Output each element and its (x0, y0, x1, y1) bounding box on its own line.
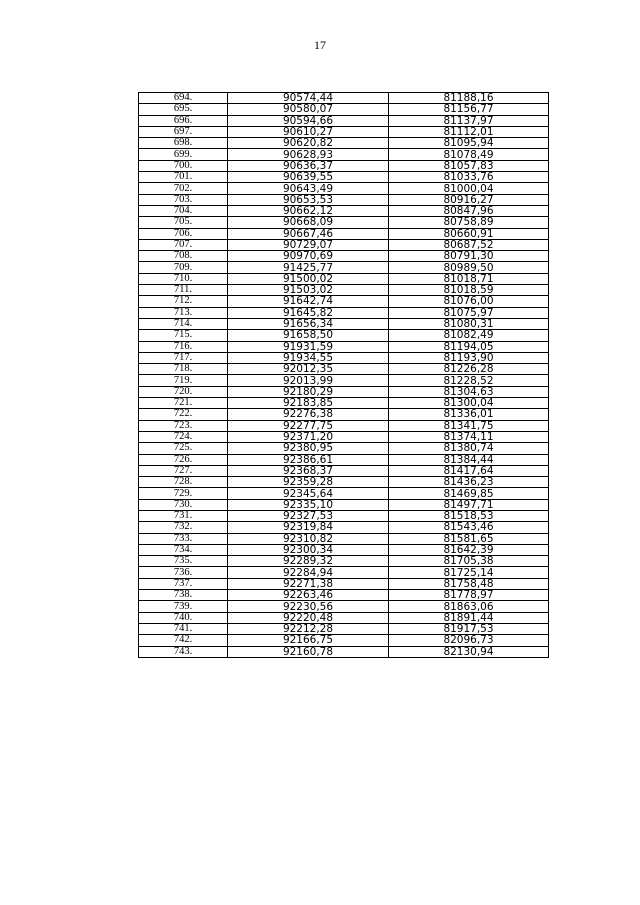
point-number-cell: 739. (139, 601, 228, 612)
point-number-cell: 737. (139, 578, 228, 589)
point-number-cell: 699. (139, 149, 228, 160)
y-coordinate-cell: 80687,52 (389, 239, 549, 250)
point-number-cell: 715. (139, 330, 228, 341)
point-number-cell: 698. (139, 138, 228, 149)
y-coordinate-cell: 80847,96 (389, 205, 549, 216)
table-row (139, 477, 549, 488)
x-coordinate-cell: 90667,46 (228, 228, 389, 239)
table-row (139, 499, 549, 510)
point-number-cell: 701. (139, 172, 228, 183)
y-coordinate-cell: 80989,50 (389, 262, 549, 273)
x-coordinate-cell: 91656,34 (228, 318, 389, 329)
point-number-cell: 726. (139, 454, 228, 465)
x-coordinate-cell: 90594,66 (228, 115, 389, 126)
point-number-cell: 732. (139, 522, 228, 533)
point-number-cell: 731. (139, 510, 228, 521)
table-row (139, 510, 549, 521)
point-number-cell: 729. (139, 488, 228, 499)
table-row (139, 93, 549, 104)
x-coordinate-cell: 90662,12 (228, 205, 389, 216)
table-row (139, 488, 549, 499)
point-number-cell: 712. (139, 296, 228, 307)
y-coordinate-cell: 81075,97 (389, 307, 549, 318)
point-number-cell: 700. (139, 160, 228, 171)
y-coordinate-cell: 81758,48 (389, 578, 549, 589)
table-row (139, 431, 549, 442)
x-coordinate-cell: 91503,02 (228, 285, 389, 296)
point-number-cell: 727. (139, 465, 228, 476)
table-row (139, 149, 549, 160)
y-coordinate-cell: 81156,77 (389, 104, 549, 115)
point-number-cell: 707. (139, 239, 228, 250)
y-coordinate-cell: 81018,59 (389, 285, 549, 296)
table-row (139, 646, 549, 657)
x-coordinate-cell: 90620,82 (228, 138, 389, 149)
x-coordinate-cell: 92359,28 (228, 477, 389, 488)
y-coordinate-cell: 81033,76 (389, 172, 549, 183)
y-coordinate-cell: 81581,65 (389, 533, 549, 544)
x-coordinate-cell: 91425,77 (228, 262, 389, 273)
coordinates-table (138, 92, 549, 658)
y-coordinate-cell: 80791,30 (389, 251, 549, 262)
x-coordinate-cell: 92319,84 (228, 522, 389, 533)
x-coordinate-cell: 90729,07 (228, 239, 389, 250)
x-coordinate-cell: 92277,75 (228, 420, 389, 431)
table-row (139, 567, 549, 578)
y-coordinate-cell: 81018,71 (389, 273, 549, 284)
x-coordinate-cell: 92289,32 (228, 556, 389, 567)
y-coordinate-cell: 81300,04 (389, 398, 549, 409)
table-row (139, 623, 549, 634)
table-row (139, 307, 549, 318)
x-coordinate-cell: 92160,78 (228, 646, 389, 657)
x-coordinate-cell: 90574,44 (228, 93, 389, 104)
point-number-cell: 742. (139, 635, 228, 646)
x-coordinate-cell: 90970,69 (228, 251, 389, 262)
y-coordinate-cell: 81725,14 (389, 567, 549, 578)
page-number: 17 (314, 38, 326, 52)
table-row (139, 352, 549, 363)
table-row (139, 409, 549, 420)
y-coordinate-cell: 81891,44 (389, 612, 549, 623)
y-coordinate-cell: 81543,46 (389, 522, 549, 533)
x-coordinate-cell: 90580,07 (228, 104, 389, 115)
table-row (139, 556, 549, 567)
x-coordinate-cell: 92371,20 (228, 431, 389, 442)
table-row (139, 273, 549, 284)
table-row (139, 183, 549, 194)
x-coordinate-cell: 92335,10 (228, 499, 389, 510)
x-coordinate-cell: 91642,74 (228, 296, 389, 307)
table-row (139, 635, 549, 646)
x-coordinate-cell: 90668,09 (228, 217, 389, 228)
x-coordinate-cell: 92230,56 (228, 601, 389, 612)
y-coordinate-cell: 80758,89 (389, 217, 549, 228)
x-coordinate-cell: 92183,85 (228, 398, 389, 409)
point-number-cell: 733. (139, 533, 228, 544)
y-coordinate-cell: 81194,05 (389, 341, 549, 352)
y-coordinate-cell: 81417,64 (389, 465, 549, 476)
point-number-cell: 697. (139, 126, 228, 137)
table-row (139, 104, 549, 115)
x-coordinate-cell: 90639,55 (228, 172, 389, 183)
table-row (139, 375, 549, 386)
table-row (139, 228, 549, 239)
x-coordinate-cell: 92013,99 (228, 375, 389, 386)
table-row (139, 318, 549, 329)
x-coordinate-cell: 92300,34 (228, 544, 389, 555)
y-coordinate-cell: 81384,44 (389, 454, 549, 465)
y-coordinate-cell: 81080,31 (389, 318, 549, 329)
point-number-cell: 713. (139, 307, 228, 318)
y-coordinate-cell: 81078,49 (389, 149, 549, 160)
point-number-cell: 710. (139, 273, 228, 284)
table-row (139, 262, 549, 273)
x-coordinate-cell: 92220,48 (228, 612, 389, 623)
point-number-cell: 724. (139, 431, 228, 442)
y-coordinate-cell: 81380,74 (389, 443, 549, 454)
point-number-cell: 725. (139, 443, 228, 454)
x-coordinate-cell: 91658,50 (228, 330, 389, 341)
table-row (139, 465, 549, 476)
y-coordinate-cell: 81226,28 (389, 364, 549, 375)
point-number-cell: 721. (139, 398, 228, 409)
x-coordinate-cell: 92327,53 (228, 510, 389, 521)
table-row (139, 364, 549, 375)
x-coordinate-cell: 91500,02 (228, 273, 389, 284)
table-row (139, 341, 549, 352)
y-coordinate-cell: 81228,52 (389, 375, 549, 386)
point-number-cell: 718. (139, 364, 228, 375)
table-row (139, 160, 549, 171)
x-coordinate-cell: 92263,46 (228, 590, 389, 601)
table-row (139, 612, 549, 623)
point-number-cell: 741. (139, 623, 228, 634)
point-number-cell: 730. (139, 499, 228, 510)
x-coordinate-cell: 90643,49 (228, 183, 389, 194)
table-row (139, 330, 549, 341)
point-number-cell: 696. (139, 115, 228, 126)
x-coordinate-cell: 92310,82 (228, 533, 389, 544)
x-coordinate-cell: 92276,38 (228, 409, 389, 420)
point-number-cell: 705. (139, 217, 228, 228)
table-row (139, 205, 549, 216)
point-number-cell: 716. (139, 341, 228, 352)
x-coordinate-cell: 91645,82 (228, 307, 389, 318)
x-coordinate-cell: 92012,35 (228, 364, 389, 375)
x-coordinate-cell: 90610,27 (228, 126, 389, 137)
table-row (139, 590, 549, 601)
y-coordinate-cell: 82096,73 (389, 635, 549, 646)
point-number-cell: 714. (139, 318, 228, 329)
x-coordinate-cell: 92166,75 (228, 635, 389, 646)
point-number-cell: 735. (139, 556, 228, 567)
coordinates-table-body (139, 93, 549, 658)
table-row (139, 443, 549, 454)
table-row (139, 386, 549, 397)
table-row (139, 544, 549, 555)
table-row (139, 251, 549, 262)
table-row (139, 285, 549, 296)
x-coordinate-cell: 92212,28 (228, 623, 389, 634)
point-number-cell: 717. (139, 352, 228, 363)
y-coordinate-cell: 80916,27 (389, 194, 549, 205)
point-number-cell: 704. (139, 205, 228, 216)
y-coordinate-cell: 81095,94 (389, 138, 549, 149)
y-coordinate-cell: 81436,23 (389, 477, 549, 488)
y-coordinate-cell: 81863,06 (389, 601, 549, 612)
x-coordinate-cell: 92180,29 (228, 386, 389, 397)
y-coordinate-cell: 81188,16 (389, 93, 549, 104)
point-number-cell: 695. (139, 104, 228, 115)
point-number-cell: 734. (139, 544, 228, 555)
y-coordinate-cell: 81137,97 (389, 115, 549, 126)
table-row (139, 217, 549, 228)
x-coordinate-cell: 91934,55 (228, 352, 389, 363)
y-coordinate-cell: 81341,75 (389, 420, 549, 431)
y-coordinate-cell: 81076,00 (389, 296, 549, 307)
y-coordinate-cell: 81469,85 (389, 488, 549, 499)
table-row (139, 115, 549, 126)
y-coordinate-cell: 81497,71 (389, 499, 549, 510)
table-row (139, 533, 549, 544)
point-number-cell: 728. (139, 477, 228, 488)
y-coordinate-cell: 80660,91 (389, 228, 549, 239)
table-row (139, 126, 549, 137)
point-number-cell: 708. (139, 251, 228, 262)
point-number-cell: 694. (139, 93, 228, 104)
y-coordinate-cell: 81193,90 (389, 352, 549, 363)
point-number-cell: 723. (139, 420, 228, 431)
point-number-cell: 706. (139, 228, 228, 239)
point-number-cell: 719. (139, 375, 228, 386)
y-coordinate-cell: 81082,49 (389, 330, 549, 341)
point-number-cell: 736. (139, 567, 228, 578)
x-coordinate-cell: 90628,93 (228, 149, 389, 160)
point-number-cell: 720. (139, 386, 228, 397)
table-row (139, 239, 549, 250)
y-coordinate-cell: 81917,53 (389, 623, 549, 634)
x-coordinate-cell: 91931,59 (228, 341, 389, 352)
y-coordinate-cell: 81642,39 (389, 544, 549, 555)
point-number-cell: 703. (139, 194, 228, 205)
y-coordinate-cell: 81518,53 (389, 510, 549, 521)
y-coordinate-cell: 81304,63 (389, 386, 549, 397)
point-number-cell: 709. (139, 262, 228, 273)
table-row (139, 454, 549, 465)
table-row (139, 398, 549, 409)
point-number-cell: 711. (139, 285, 228, 296)
x-coordinate-cell: 92386,61 (228, 454, 389, 465)
y-coordinate-cell: 81705,38 (389, 556, 549, 567)
point-number-cell: 740. (139, 612, 228, 623)
x-coordinate-cell: 92284,94 (228, 567, 389, 578)
y-coordinate-cell: 81778,97 (389, 590, 549, 601)
x-coordinate-cell: 92345,64 (228, 488, 389, 499)
table-row (139, 522, 549, 533)
point-number-cell: 722. (139, 409, 228, 420)
x-coordinate-cell: 92368,37 (228, 465, 389, 476)
x-coordinate-cell: 90653,53 (228, 194, 389, 205)
x-coordinate-cell: 92380,95 (228, 443, 389, 454)
table-row (139, 601, 549, 612)
table-row (139, 194, 549, 205)
y-coordinate-cell: 81000,04 (389, 183, 549, 194)
table-row (139, 296, 549, 307)
table-row (139, 138, 549, 149)
y-coordinate-cell: 81057,83 (389, 160, 549, 171)
table-row (139, 420, 549, 431)
x-coordinate-cell: 90636,37 (228, 160, 389, 171)
point-number-cell: 738. (139, 590, 228, 601)
y-coordinate-cell: 82130,94 (389, 646, 549, 657)
point-number-cell: 702. (139, 183, 228, 194)
y-coordinate-cell: 81336,01 (389, 409, 549, 420)
y-coordinate-cell: 81374,11 (389, 431, 549, 442)
x-coordinate-cell: 92271,38 (228, 578, 389, 589)
y-coordinate-cell: 81112,01 (389, 126, 549, 137)
table-row (139, 578, 549, 589)
table-row (139, 172, 549, 183)
point-number-cell: 743. (139, 646, 228, 657)
